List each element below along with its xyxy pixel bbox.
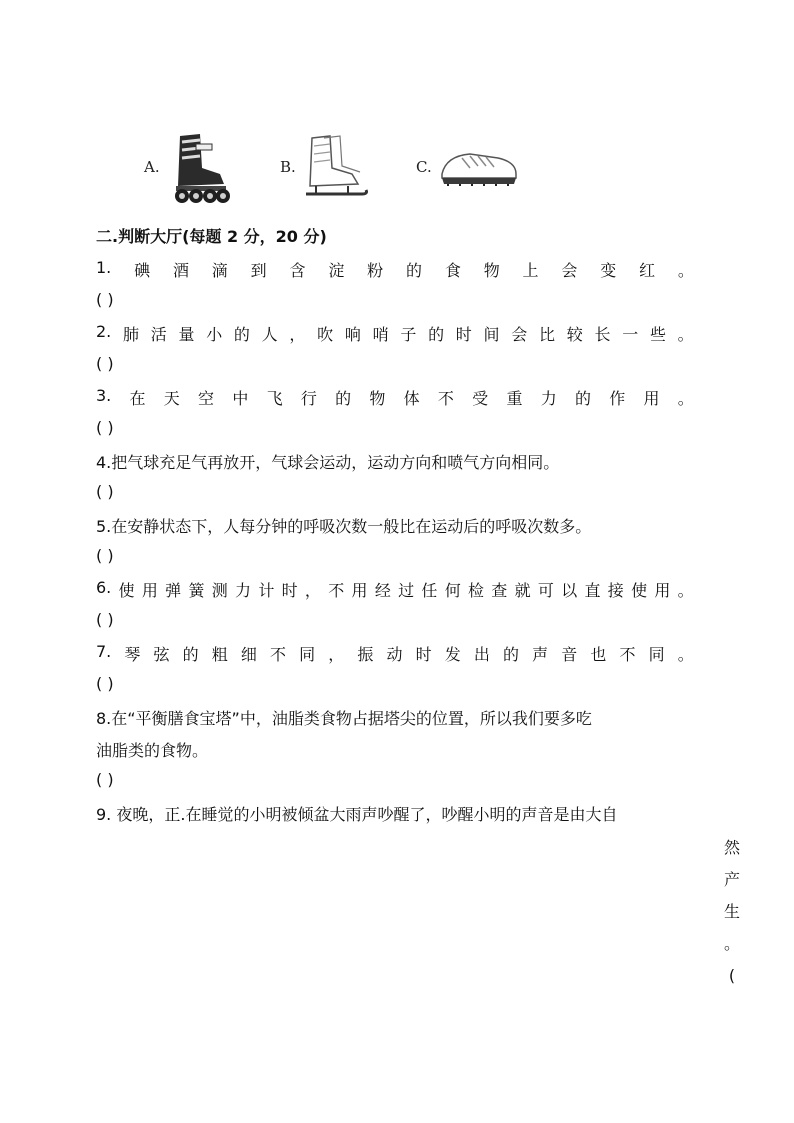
question-text-char: 响 [344, 325, 361, 344]
question-text-char: 在 [129, 389, 146, 408]
question-text-char: 就 [514, 581, 531, 600]
question-8-answer-blank[interactable]: ( ) [96, 770, 114, 789]
option-a-label: A. [144, 158, 160, 176]
question-text-char: 哨 [372, 325, 389, 344]
question-9-tail-char: 。 [723, 934, 740, 953]
question-text-char: 接 [607, 581, 624, 600]
question-text-char: 1. [96, 258, 112, 277]
question-text-char: 7. [96, 642, 112, 661]
question-text-char: 不 [619, 645, 636, 664]
question-text-char: 也 [590, 645, 607, 664]
question-text-char: 滴 [211, 261, 228, 280]
question-text-char: 淀 [328, 261, 345, 280]
question-text-char: 以 [561, 581, 578, 600]
question-5-text: 5.在安静状态下，人每分钟的呼吸次数一般比在运动后的呼吸次数多。 [96, 517, 592, 536]
question-text-char: 比 [539, 325, 556, 344]
question-text-char: 3. [96, 386, 112, 405]
question-text-char: 吹 [317, 325, 334, 344]
question-text-char: 行 [300, 389, 317, 408]
question-text-char: 不 [328, 581, 345, 600]
question-text-char: 粗 [211, 645, 228, 664]
option-c-label: C. [416, 158, 432, 176]
question-3-text [96, 386, 694, 409]
question-8-text-line-1: 8.在“平衡膳食宝塔”中，油脂类食物占据塔尖的位置，所以我们要多吃 [96, 709, 592, 728]
question-text-char: 可 [537, 581, 554, 600]
question-text-char: 查 [491, 581, 508, 600]
question-text-char: 间 [483, 325, 500, 344]
question-text-char: 不 [270, 645, 287, 664]
question-text-char: 量 [178, 325, 195, 344]
question-text-char: 何 [444, 581, 461, 600]
question-text-char: 一 [622, 325, 639, 344]
question-text-char: 不 [437, 389, 454, 408]
question-text-char: 直 [584, 581, 601, 600]
question-text-char: 物 [483, 261, 500, 280]
question-text-char: 飞 [266, 389, 283, 408]
option-b [278, 128, 378, 208]
question-text-char: 重 [506, 389, 523, 408]
question-text-char: 。 [677, 389, 694, 408]
question-9-text-line-1: 9. 夜晚，正.在睡觉的小明被倾盆大雨声吵醒了，吵醒小明的声音是由大自 [96, 805, 618, 824]
option-b-label: B. [280, 158, 296, 176]
question-text-char: 过 [398, 581, 415, 600]
question-text-char: 长 [594, 325, 611, 344]
option-c [416, 128, 520, 208]
question-text-char: 时 [281, 581, 298, 600]
question-text-char: 体 [403, 389, 420, 408]
ice-skates-icon [300, 132, 370, 202]
question-text-char: 活 [150, 325, 167, 344]
question-8-text-line-2: 油脂类的食物。 [96, 741, 209, 760]
question-text-char: 的 [335, 389, 352, 408]
question-text-char: 时 [415, 645, 432, 664]
question-text-char: 检 [468, 581, 485, 600]
question-text-char: 的 [233, 325, 250, 344]
inline-skates-icon [166, 128, 232, 206]
question-1-text [96, 258, 694, 281]
question-text-char: 受 [472, 389, 489, 408]
question-6-answer-blank[interactable]: ( ) [96, 610, 114, 629]
question-text-char: 含 [289, 261, 306, 280]
question-text-char: 力 [540, 389, 557, 408]
question-text-char: 弦 [153, 645, 170, 664]
question-text-char: 2. [96, 322, 112, 341]
question-text-char: 任 [421, 581, 438, 600]
question-5-answer-blank[interactable]: ( ) [96, 546, 114, 565]
options-row [140, 128, 520, 208]
question-text-char: 碘 [134, 261, 151, 280]
question-text-char: 红 [639, 261, 656, 280]
question-3-answer-blank[interactable]: ( ) [96, 418, 114, 437]
question-text-char: 计 [258, 581, 275, 600]
question-7-answer-blank[interactable]: ( ) [96, 674, 114, 693]
question-text-char: 用 [141, 581, 158, 600]
question-text-char: 人 [261, 325, 278, 344]
question-2-answer-blank[interactable]: ( ) [96, 354, 114, 373]
question-9-tail-char: 然 [723, 838, 740, 857]
sneaker-icon [436, 148, 520, 188]
question-text-char: 琴 [124, 645, 141, 664]
question-text-char: 音 [561, 645, 578, 664]
question-text-char: 会 [511, 325, 528, 344]
question-text-char: 物 [369, 389, 386, 408]
question-text-char: 。 [677, 645, 694, 664]
question-text-char: 细 [240, 645, 257, 664]
question-text-char: 些 [649, 325, 666, 344]
question-text-char: 簧 [188, 581, 205, 600]
question-text-char: 会 [561, 261, 578, 280]
question-text-char: 。 [677, 581, 694, 600]
section-title: 二.判断大厅(每题 2 分，20 分) [96, 227, 327, 246]
question-text-char: 发 [444, 645, 461, 664]
question-text-char: 。 [677, 261, 694, 280]
question-9-tail-char: 产 [723, 870, 740, 889]
question-text-char: 肺 [122, 325, 139, 344]
question-text-char: 使 [631, 581, 648, 600]
question-6-text [96, 578, 694, 601]
question-text-char: 小 [206, 325, 223, 344]
question-4-text: 4.把气球充足气再放开，气球会运动，运动方向和喷气方向相同。 [96, 453, 560, 472]
question-text-char: 使 [118, 581, 135, 600]
question-text-char: 天 [163, 389, 180, 408]
question-9-vertical-tail [720, 832, 744, 992]
question-text-char: 酒 [172, 261, 189, 280]
question-1-answer-blank[interactable]: ( ) [96, 290, 114, 309]
question-9-answer-blank-open[interactable]: ( [728, 966, 736, 985]
question-text-char: 的 [503, 645, 520, 664]
question-text-char: 空 [198, 389, 215, 408]
question-text-char: 6. [96, 578, 112, 597]
question-9-tail-char: 生 [723, 902, 740, 921]
question-text-char: 的 [428, 325, 445, 344]
question-text-char: 力 [235, 581, 252, 600]
question-text-char: 中 [232, 389, 249, 408]
question-text-char: 同 [299, 645, 316, 664]
question-text-char: 。 [677, 325, 694, 344]
question-text-char: 同 [648, 645, 665, 664]
question-text-char: 上 [522, 261, 539, 280]
question-text-char: 变 [600, 261, 617, 280]
question-4-answer-blank[interactable]: ( ) [96, 482, 114, 501]
question-text-char: 的 [182, 645, 199, 664]
question-text-char: 出 [473, 645, 490, 664]
question-text-char: 动 [386, 645, 403, 664]
question-text-char: 用 [643, 389, 660, 408]
question-text-char: 时 [455, 325, 472, 344]
question-text-char: 用 [654, 581, 671, 600]
question-text-char: ， [289, 325, 306, 344]
question-text-char: 的 [406, 261, 423, 280]
question-text-char: 较 [566, 325, 583, 344]
question-text-char: 作 [609, 389, 626, 408]
option-a [140, 128, 235, 208]
question-text-char: ， [304, 581, 321, 600]
question-text-char: 声 [532, 645, 549, 664]
question-text-char: ， [328, 645, 345, 664]
question-text-char: 到 [250, 261, 267, 280]
question-text-char: 食 [444, 261, 461, 280]
question-text-char: 经 [374, 581, 391, 600]
question-text-char: 用 [351, 581, 368, 600]
question-text-char: 振 [357, 645, 374, 664]
question-text-char: 弹 [165, 581, 182, 600]
question-text-char: 的 [574, 389, 591, 408]
question-2-text [96, 322, 694, 345]
question-text-char: 测 [211, 581, 228, 600]
question-text-char: 粉 [367, 261, 384, 280]
question-7-text [96, 642, 694, 665]
question-text-char: 子 [400, 325, 417, 344]
